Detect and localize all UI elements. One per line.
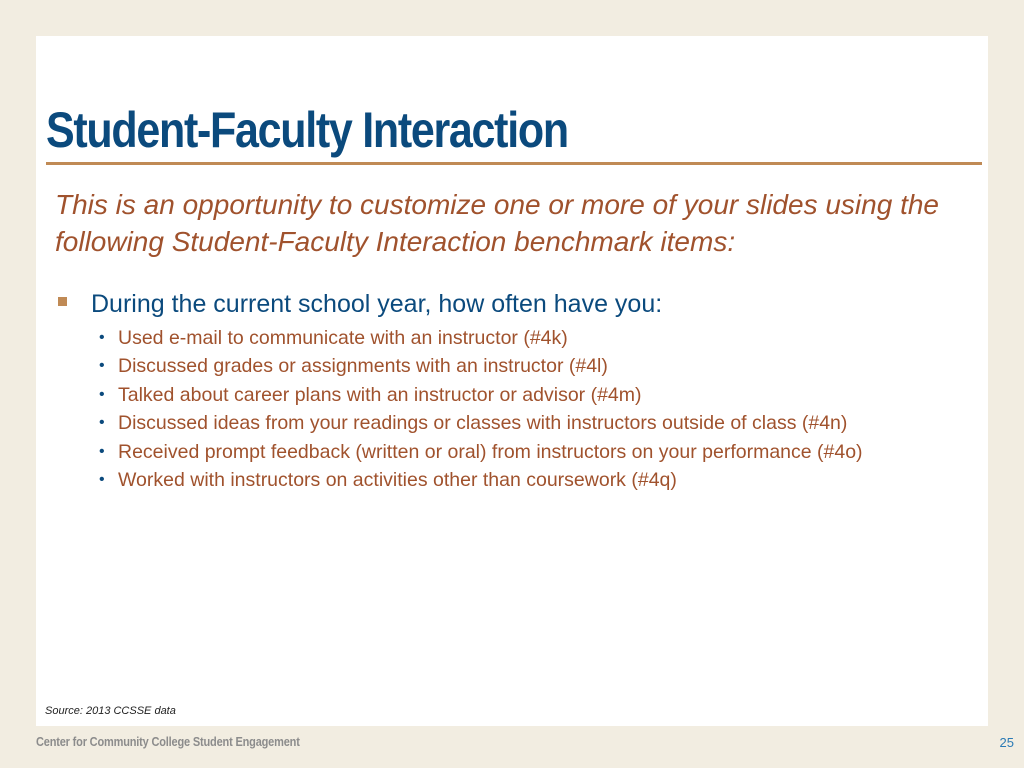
square-bullet-icon: [58, 297, 67, 306]
bullet-dot-icon: •: [99, 385, 105, 403]
item-text: Worked with instructors on activities other than coursework (#4q): [118, 469, 677, 492]
item-text: Discussed ideas from your readings or classes with instructors outside of class (#4n): [118, 412, 848, 435]
list-item: [99, 324, 975, 352]
bullet-dot-icon: •: [99, 357, 105, 375]
list-item: [99, 466, 975, 494]
item-text: Talked about career plans with an instructor or advisor (#4m): [118, 383, 642, 406]
item-text: Discussed grades or assignments with an instructor (#4l): [118, 355, 608, 378]
intro-text: This is an opportunity to customize one or more of your slides using the following Student-Faculty Interaction benchmark items:: [55, 189, 939, 257]
bullet-dot-icon: •: [99, 329, 105, 346]
source-note: Source: 2013 CCSSE data: [45, 705, 176, 717]
bullet-dot-icon: •: [99, 414, 105, 432]
benchmark-items: [55, 324, 975, 494]
list-item: [99, 409, 975, 437]
list-item: [99, 438, 975, 466]
item-text: Used e-mail to communicate with an instructor (#4k): [118, 327, 568, 349]
list-item: [99, 352, 975, 380]
question-bullet: [55, 288, 975, 320]
bullet-dot-icon: •: [99, 442, 105, 460]
bullet-dot-icon: •: [99, 471, 105, 489]
page-number: 25: [999, 735, 1014, 750]
slide-title: Student-Faculty Interaction: [46, 102, 568, 158]
title-underline: [46, 162, 982, 165]
bullet-list: [55, 288, 975, 494]
question-text: During the current school year, how often have you:: [91, 290, 663, 318]
list-item: [99, 381, 975, 409]
item-text: Received prompt feedback (written or oral) from instructors on your performance (#4o): [118, 440, 863, 463]
footer-organization: Center for Community College Student Engagement: [36, 735, 300, 749]
